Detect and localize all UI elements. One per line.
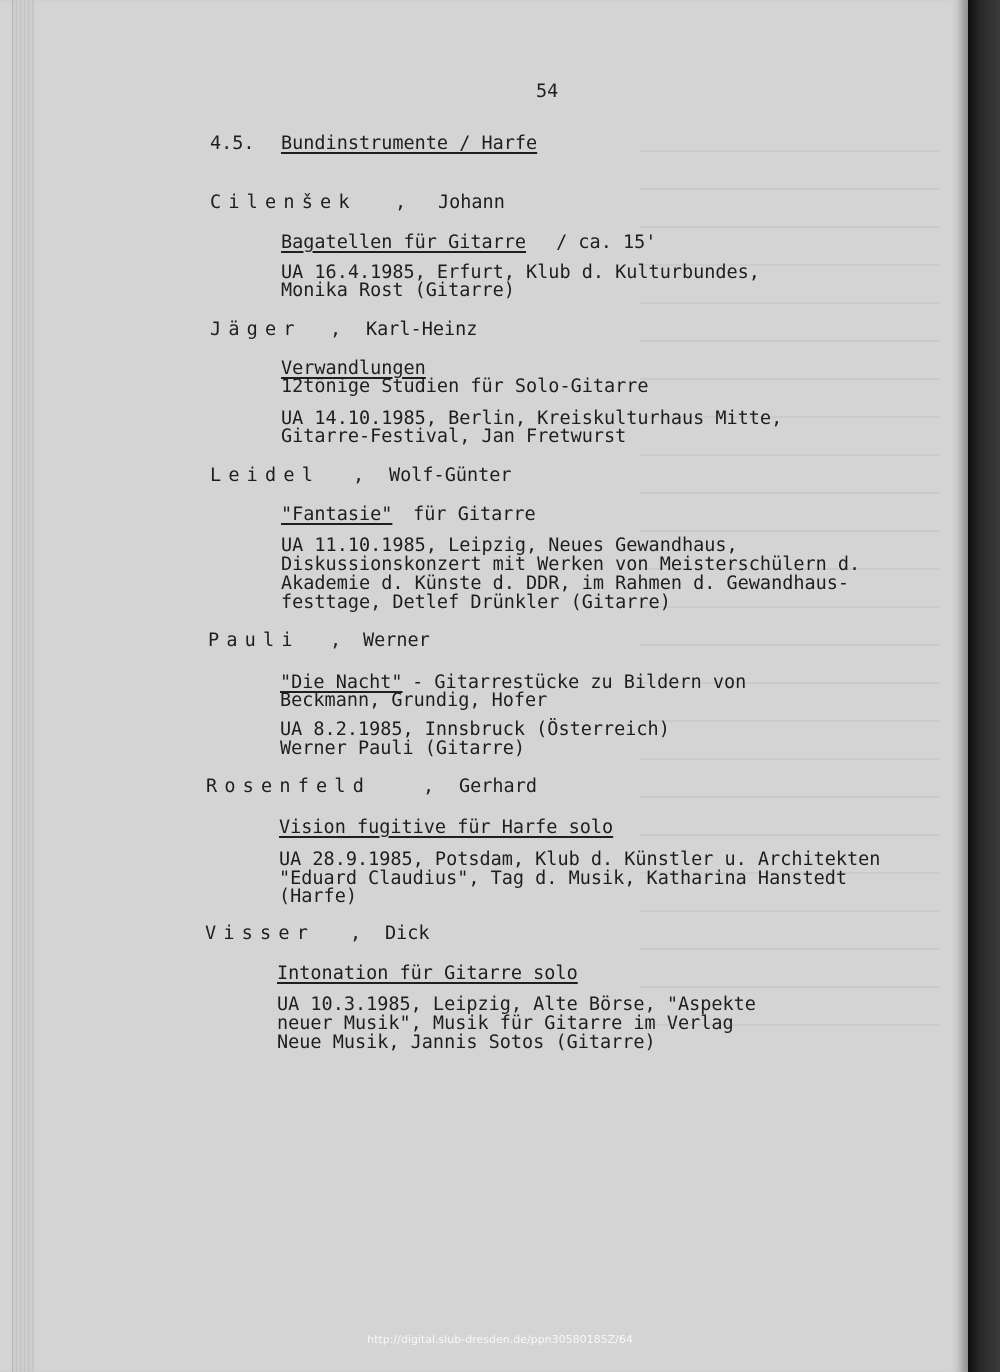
premiere-line: UA 8.2.1985, Innsbruck (Österreich) [280, 719, 670, 740]
footer-url: http://digital.slub-dresden.de/ppn30580185Z/64 [367, 1333, 633, 1346]
section-number: 4.5. [210, 133, 255, 154]
composer-firstname: Gerhard [459, 776, 537, 797]
name-separator: , [423, 776, 435, 797]
premiere-line: Akademie d. Künste d. DDR, im Rahmen d. Gewandhaus- [281, 573, 850, 594]
premiere-line: (Harfe) [279, 886, 357, 907]
composer-surname: Cilenšek [210, 192, 357, 213]
work-title: Verwandlungen [281, 358, 426, 379]
composer-firstname: Dick [385, 923, 430, 944]
premiere-line: "Eduard Claudius", Tag d. Musik, Katharina Hanstedt [279, 868, 848, 889]
premiere-line: UA 14.10.1985, Berlin, Kreiskulturhaus Mitte, [281, 408, 783, 429]
composer-firstname: Werner [363, 630, 430, 651]
work-title: Intonation für Gitarre solo [277, 963, 578, 984]
composer-firstname: Johann [438, 192, 505, 213]
premiere-line: UA 10.3.1985, Leipzig, Alte Börse, "Aspekte [277, 994, 756, 1015]
page-stack-edges [12, 0, 35, 1372]
premiere-line: UA 16.4.1985, Erfurt, Klub d. Kulturbundes, [281, 262, 760, 283]
work-duration: / ca. 15' [545, 232, 657, 253]
composer-firstname: Karl-Heinz [366, 319, 478, 340]
book-spine [968, 0, 1000, 1372]
premiere-line: Monika Rost (Gitarre) [281, 280, 515, 301]
premiere-line: neuer Musik", Musik für Gitarre im Verlag [277, 1013, 734, 1034]
composer-firstname: Wolf-Günter [389, 465, 512, 486]
premiere-line: festtage, Detlef Drünkler (Gitarre) [281, 592, 671, 613]
composer-surname: Pauli [208, 630, 300, 651]
name-separator: , [353, 465, 365, 486]
premiere-line: UA 28.9.1985, Potsdam, Klub d. Künstler u. Architekten [279, 849, 881, 870]
premiere-line: Werner Pauli (Gitarre) [280, 738, 526, 759]
name-separator: , [350, 923, 362, 944]
name-separator: , [395, 192, 407, 213]
section-title: Bundinstrumente / Harfe [281, 133, 538, 154]
work-title-suffix: - Gitarrestücke zu Bildern von [401, 672, 747, 693]
premiere-line: Neue Musik, Jannis Sotos (Gitarre) [277, 1032, 656, 1053]
work-title: Vision fugitive für Harfe solo [279, 817, 614, 838]
premiere-line: UA 11.10.1985, Leipzig, Neues Gewandhaus, [281, 535, 738, 556]
composer-surname: Jäger [210, 319, 302, 340]
premiere-line: Gitarre-Festival, Jan Fretwurst [281, 426, 627, 447]
work-subtitle: 12tönige Studien für Solo-Gitarre [281, 376, 649, 397]
name-separator: , [330, 319, 342, 340]
page-number: 54 [536, 81, 559, 102]
work-title-suffix: für Gitarre [402, 504, 536, 525]
name-separator: , [330, 630, 342, 651]
composer-surname: Visser [205, 923, 316, 944]
work-title: "Fantasie" [281, 504, 393, 525]
work-title: "Die Nacht" [280, 672, 403, 693]
work-title-line: Beckmann, Grundig, Hofer [280, 690, 548, 711]
composer-surname: Rosenfeld [206, 776, 372, 797]
premiere-line: Diskussionskonzert mit Werken von Meisterschülern d. [281, 554, 861, 575]
composer-surname: Leidel [210, 465, 321, 486]
work-title: Bagatellen für Gitarre [281, 232, 527, 253]
